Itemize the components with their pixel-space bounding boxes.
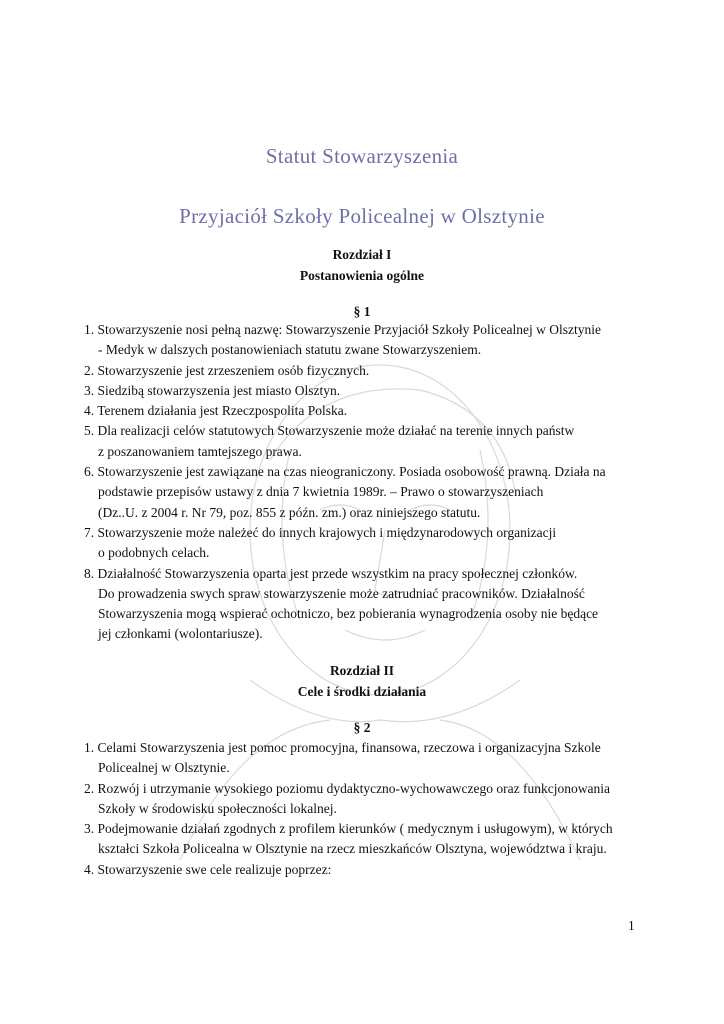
section-1-symbol: § 1 [353, 304, 371, 319]
list-item-line: 6. Stowarzyszenie jest zawiązane na czas nieograniczony. Posiada osobowość prawną. Działa na [84, 464, 606, 480]
list-item-line: 8. Działalność Stowarzyszenia oparta jest przede wszystkim na pracy społecznej członków. [84, 565, 578, 581]
list-item-line: (Dz..U. z 2004 r. Nr 79, poz. 855 z późn. zm.) oraz niniejszego statutu. [98, 504, 481, 520]
list-item-line: 4. Stowarzyszenie swe cele realizuje poprzez: [84, 861, 332, 877]
list-item-line: 1. Celami Stowarzyszenia jest pomoc promocyjna, finansowa, rzeczowa i organizacyjna Szkole [84, 740, 601, 755]
list-item-line: 3. Podejmowanie działań zgodnych z profilem kierunków ( medycznym i usługowym), w których [84, 821, 613, 837]
list-item-line: 5. Dla realizacji celów statutowych Stowarzyszenie może działać na terenie innych państw [84, 423, 575, 439]
section-2-symbol: § 2 [353, 720, 371, 735]
chapter-2-subheading: Cele i środki działania [297, 684, 427, 699]
document-subtitle [0, 204, 724, 229]
list-item-line: 1. Stowarzyszenie nosi pełną nazwę: Stowarzyszenie Przyjaciół Szkoły Policealnej w Olsztynie [84, 322, 601, 337]
list-item-line: - Medyk w dalszych postanowieniach statutu zwane Stowarzyszeniem. [98, 342, 482, 358]
chapter-1-heading: Rozdział I [332, 247, 392, 262]
title-line-1: Statut Stowarzyszenia [265, 144, 459, 168]
title-line-2: Przyjaciół Szkoły Policealnej w Olsztynie [179, 204, 545, 228]
list-item-line: o podobnych celach. [98, 545, 210, 561]
list-item-line: Stowarzyszenia mogą wspierać ochotniczo, bez pobierania wynagrodzenia osoby nie będące [98, 606, 599, 622]
list-item-line: z poszanowaniem tamtejszego prawa. [98, 443, 302, 459]
section-2-list [84, 738, 642, 880]
list-item-line: 3. Siedzibą stowarzyszenia jest miasto Olsztyn. [84, 382, 341, 398]
list-item-line: Szkoły w środowisku społeczności lokalnej. [98, 800, 337, 816]
list-item-line: 2. Stowarzyszenie jest zrzeszeniem osób fizycznych. [84, 362, 370, 378]
chapter-1-subheading: Postanowienia ogólne [299, 268, 425, 283]
chapter-2-heading: Rozdział II [329, 663, 395, 678]
list-item-line: 7. Stowarzyszenie może należeć do innych krajowych i międzynarodowych organizacji [84, 524, 557, 540]
list-item-line: Do prowadzenia swych spraw stowarzyszenie może zatrudniać pracowników. Działalność [98, 585, 585, 601]
document-title [0, 144, 724, 169]
section-1-list [84, 320, 642, 645]
list-item-line: 2. Rozwój i utrzymanie wysokiego poziomu dydaktyczno-wychowawczego oraz funkcjonowania [84, 780, 610, 796]
list-item-line: Policealnej w Olsztynie. [98, 760, 230, 776]
list-item-line: kształci Szkoła Policealna w Olsztynie na rzecz mieszkańców Olsztyna, województwa i kraju. [98, 841, 607, 857]
list-item-line: podstawie przepisów ustawy z dnia 7 kwietnia 1989r. – Prawo o stowarzyszeniach [98, 484, 544, 500]
list-item-line: 4. Terenem działania jest Rzeczpospolita Polska. [84, 403, 348, 419]
page-number: 1 [628, 918, 635, 933]
list-item-line: jej członkami (wolontariusze). [98, 626, 263, 642]
